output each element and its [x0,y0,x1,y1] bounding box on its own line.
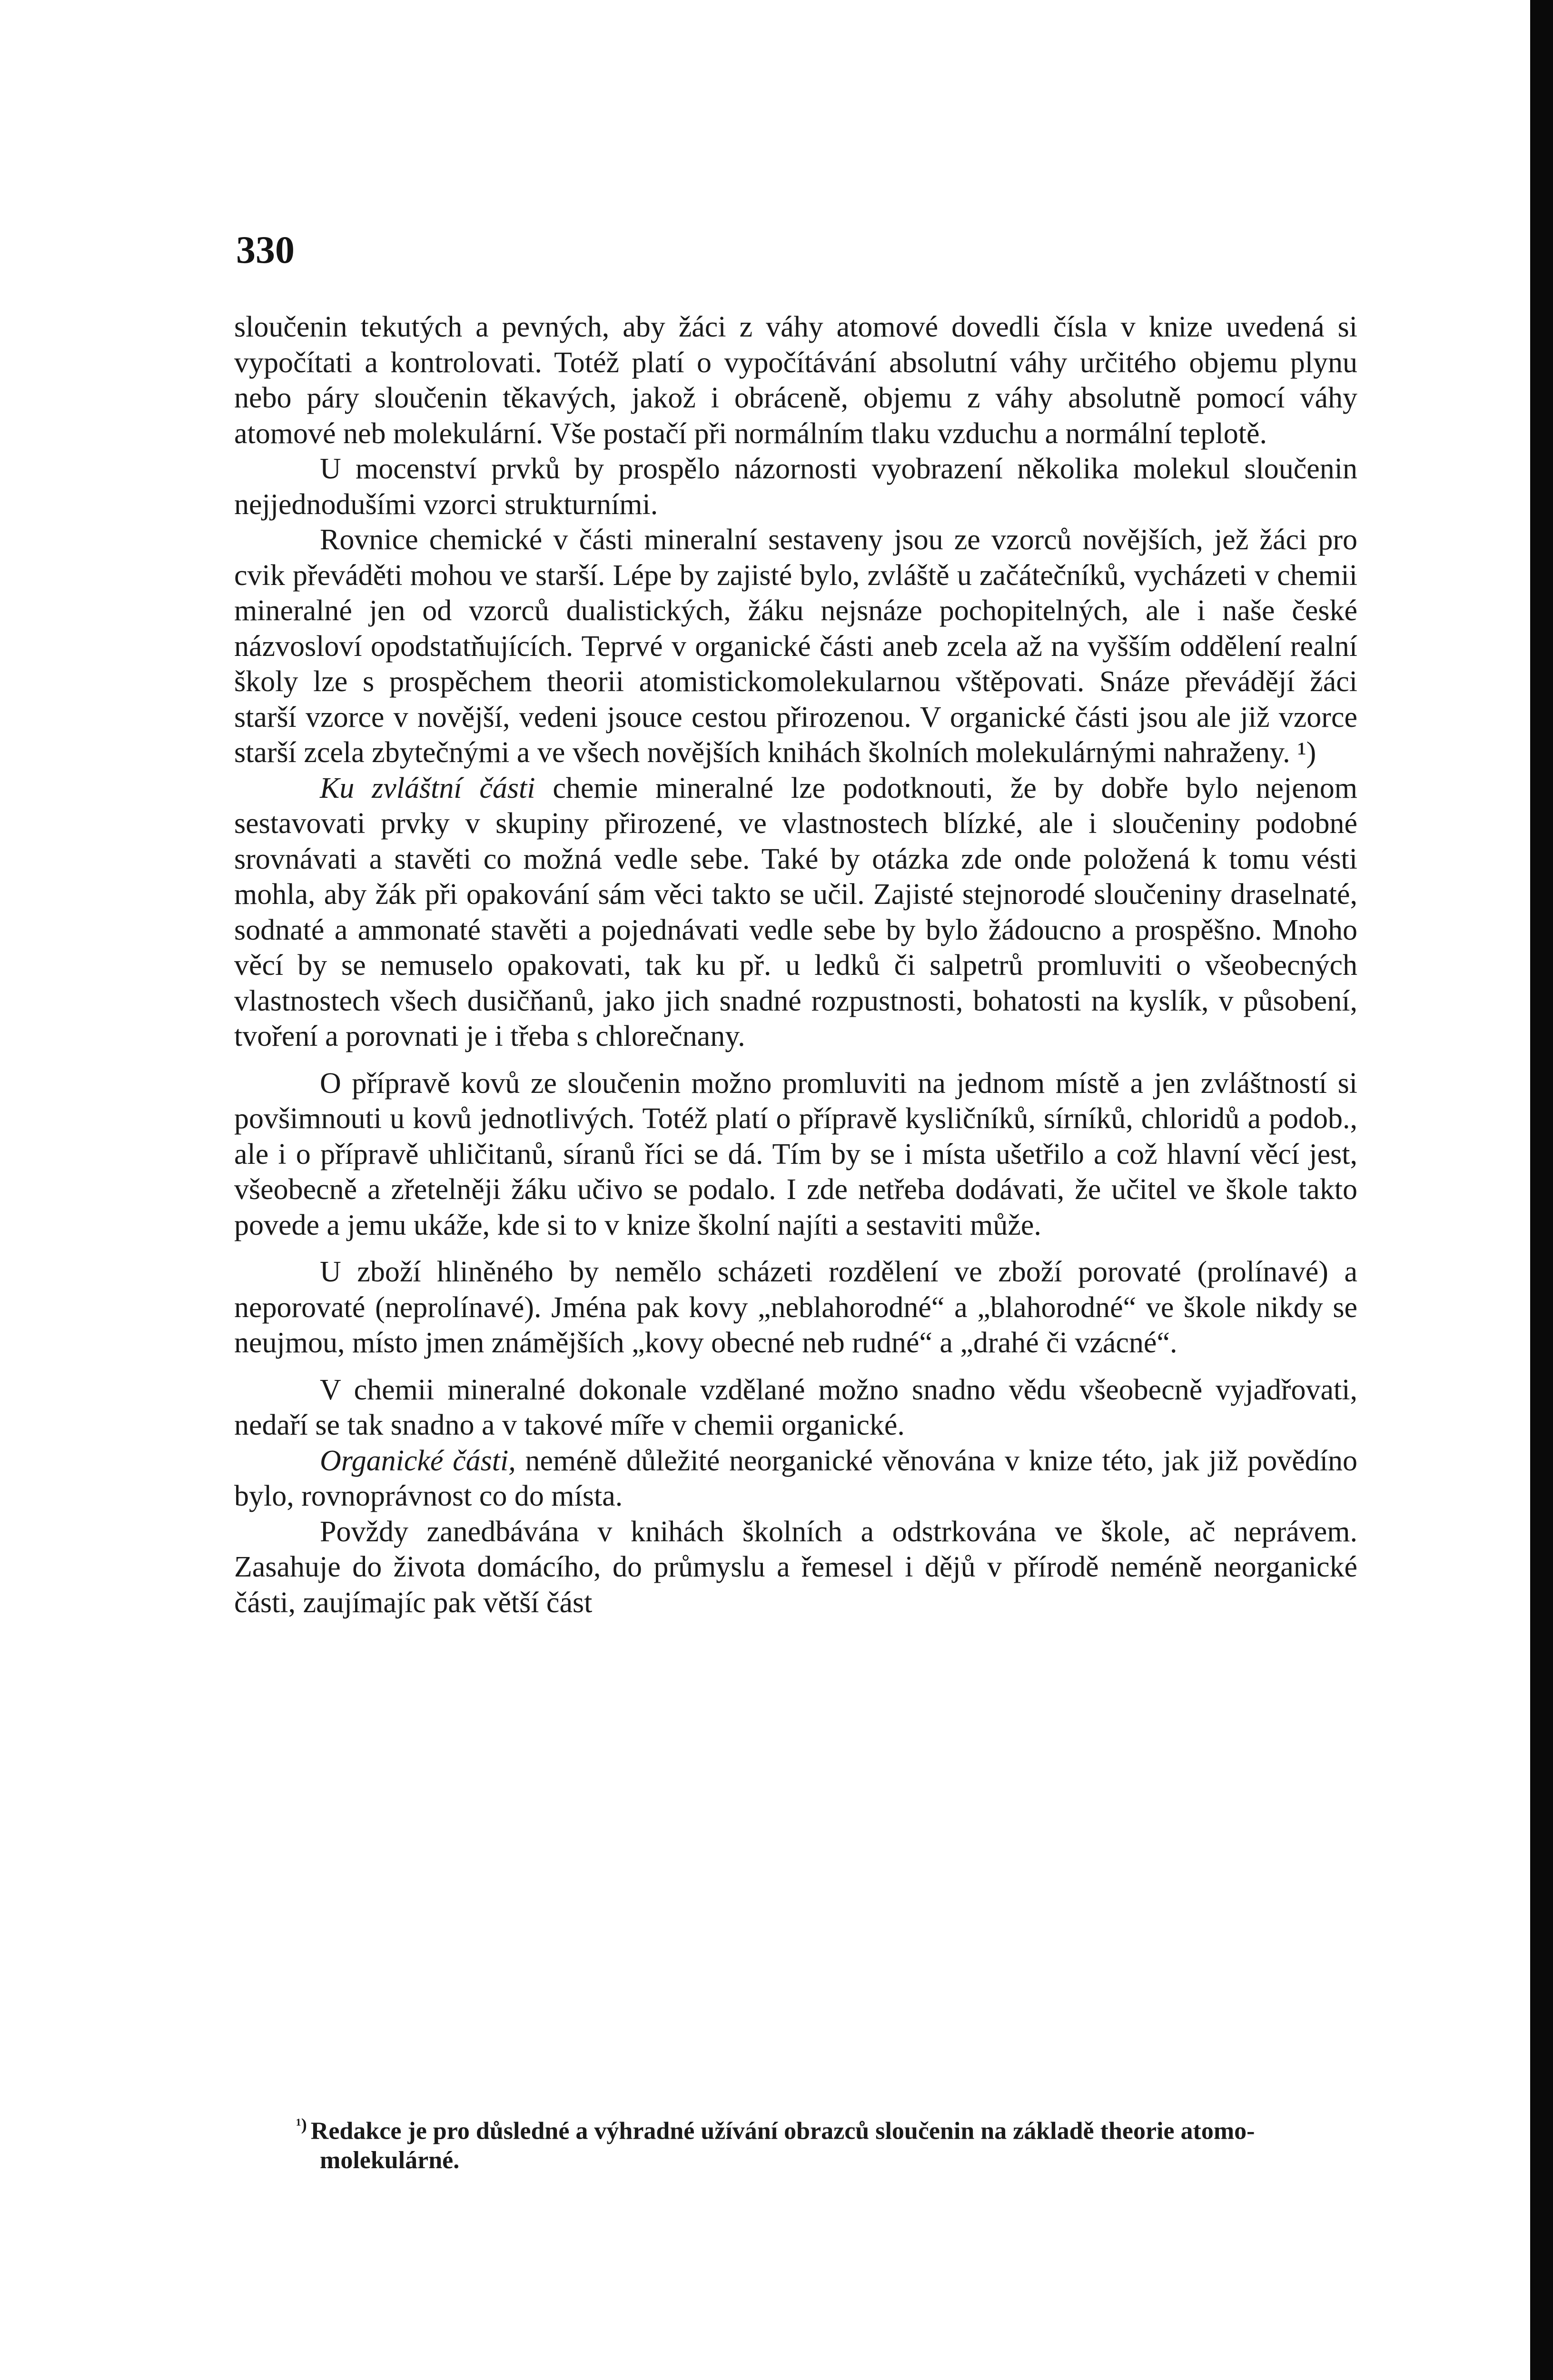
scan-edge [1530,0,1553,2380]
paragraph-3: Rovnice chemické v části mineralní sestaveny jsou ze vzorců novějších, jež žáci pro cvik převáděti mohou ve starší. Lépe by zajisté bylo, zvláště u začátečníků, vycházeti v chemii mineralné jen od vzorců dualistických, žáku nejsnáze pochopitelných, ale i naše české názvosloví opodstatňujících. Teprvé v organické části aneb zcela až na vyšším oddělení realní školy lze s prospěchem theorii atomistickomolekularnou vštěpovati. Snáze převádějí žáci starší vzorce v novější, vedeni jsouce cestou přirozenou. V organické části jsou ale již vzorce starší zcela zbytečnými a ve všech novějších knihách školních molekulárnými nahraženy. ¹) [234,524,1357,769]
paragraph-4: Ku zvláštní části chemie mineralné lze podotknouti, že by dobře bylo nejenom sestavovati prvky v skupiny přirozené, ve vlastnostech blízké, ale i sloučeniny podobné srovnávati a stavěti co možná vedle sebe. Také by otázka zde onde položená k tomu vésti mohla, aby žák při opakování sám věci takto se učil. Zajisté stejnorodé sloučeniny draselnaté, sodnaté a ammonaté stavěti a pojednávati vedle sebe by bylo žádoucno a prospěšno. Mnoho věcí by se nemuselo opakovati, tak ku př. u ledků či salpetrů promluviti o všeobecných vlastnostech všech dusičňanů, jako jich snadné rozpustnosti, bohatosti na kyslík, v působení, tvoření a porovnati je i třeba s chlorečnany. [234,772,1357,1052]
paragraph-7: V chemii mineralné dokonale vzdělané možno snadno vědu všeobecně vyjadřovati, nedaří se tak snadno a v takové míře v chemii organické. [234,1373,1357,1441]
page-number: 330 [236,228,295,271]
footnote-1 [234,2110,1357,2175]
paragraph-5: O přípravě kovů ze sloučenin možno promluviti na jednom místě a jen zvláštností si povšimnouti u kovů jednotlivých. Totéž platí o přípravě kysličníků, sírníků, chloridů a podob., ale i o přípravě uhličitanů, síranů říci se dá. Tím by se i místa ušetřilo a což hlavní věcí jest, všeobecně a zřetelněji žáku učivo se podalo. I zde netřeba dodávati, že učitel ve škole takto povede a jemu ukáže, kde si to v knize školní najíti a sestaviti může. [234,1067,1357,1241]
footnotes [234,2110,1357,2175]
paragraph-2: U mocenství prvků by prospělo názornosti vyobrazení několika molekul sloučenin nejjednodušími vzorci strukturními. [234,453,1357,521]
body-text [234,309,1357,1620]
italic-lead: Organické části, [320,1444,516,1477]
paragraph-9: Povždy zanedbávána v knihách školních a odstrkována ve škole, ač neprávem. Zasahuje do života domácího, do průmyslu a řemesel i dějů v přírodě neméně neorganické části, zaujímajíc pak větší část [234,1515,1357,1619]
italic-lead: Ku zvláštní části [320,772,535,804]
paragraph-1: sloučenin tekutých a pevných, aby žáci z váhy atomové dovedli čísla v knize uvedená si vypočítati a kontrolovati. Totéž platí o vypočítávání absolutní váhy určitého objemu plynu nebo páry sloučenin těkavých, jakož i obráceně, objemu z váhy absolutně pomocí váhy atomové neb molekulární. Vše postačí při normálním tlaku vzduchu a normální teplotě. [234,311,1357,450]
footnote-mark: ¹) [296,2115,307,2134]
paragraph-6: U zboží hliněného by nemělo scházeti rozdělení ve zboží porovaté (prolínavé) a neporovaté (neprolínavé). Jména pak kovy „neblahorodné“ a „blahorodné“ ve škole nikdy se neujmou, místo jmen známějších „kovy obecné neb rudné“ a „drahé či vzácné“. [234,1256,1357,1359]
footnote-text: Redakce je pro důsledné a výhradné užívání obrazců sloučenin na základě theorie atomo-molekulárné. [310,2117,1255,2174]
paragraph-8: Organické části, neméně důležité neorganické věnována v knize této, jak již povědíno bylo, rovnoprávnost co do místa. [234,1444,1357,1512]
